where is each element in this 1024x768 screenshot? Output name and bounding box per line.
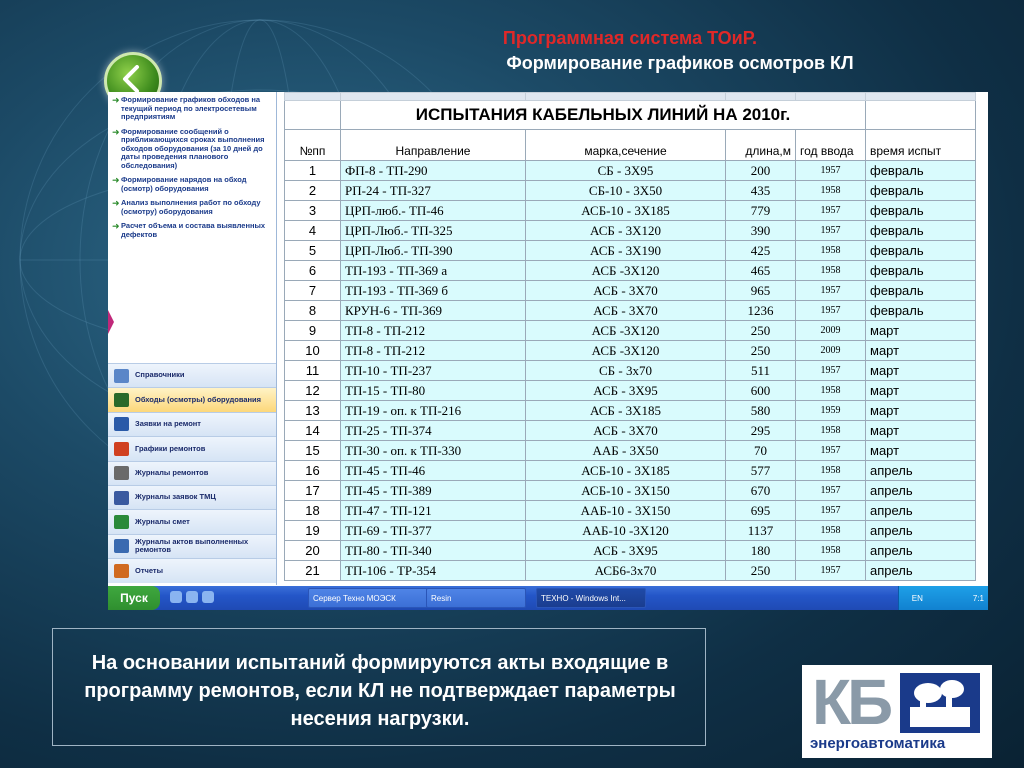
module-label: Журналы заявок ТМЦ — [135, 492, 216, 502]
nav-task-link[interactable] — [112, 176, 272, 193]
panel-collapse-handle[interactable] — [108, 310, 114, 334]
cell-year[interactable]: 1958 — [796, 541, 866, 561]
cell-num[interactable]: 20 — [285, 541, 341, 561]
table-row — [285, 221, 976, 241]
cell-year[interactable]: 1958 — [796, 381, 866, 401]
table-row — [285, 261, 976, 281]
table-row — [285, 541, 976, 561]
cell-len[interactable]: 1137 — [726, 521, 796, 541]
nav-task-link[interactable] — [112, 199, 272, 216]
task-links — [112, 96, 272, 245]
cell-year[interactable]: 1957 — [796, 561, 866, 581]
cell-year[interactable]: 1957 — [796, 501, 866, 521]
cell-num[interactable]: 2 — [285, 181, 341, 201]
cell-mark[interactable]: СБ - 3х70 — [526, 361, 726, 381]
table-row — [285, 341, 976, 361]
nav-task-label: Формирование графиков обходов на текущий период по электросетевым предприятиям — [121, 95, 261, 121]
cell-year[interactable]: 1957 — [796, 221, 866, 241]
table-row — [285, 201, 976, 221]
cell-dir[interactable]: ТП-45 - ТП-389 — [341, 481, 526, 501]
table-row — [285, 561, 976, 581]
cell-len[interactable]: 200 — [726, 161, 796, 181]
module-1[interactable] — [108, 363, 276, 387]
cell-len[interactable]: 295 — [726, 421, 796, 441]
cell-time[interactable]: февраль — [866, 201, 976, 221]
desktop-icon[interactable] — [202, 591, 214, 603]
table-row — [285, 441, 976, 461]
cable-tests-table — [284, 92, 976, 581]
cell-len[interactable]: 965 — [726, 281, 796, 301]
table-row — [285, 161, 976, 181]
nav-task-label: Анализ выполнения работ по обходу (осмотру) оборудования — [121, 198, 261, 216]
cell-dir[interactable]: ТП-30 - оп. к ТП-330 — [341, 441, 526, 461]
cell-time[interactable]: март — [866, 341, 976, 361]
cell-time[interactable]: февраль — [866, 281, 976, 301]
cell-dir[interactable]: ТП-8 - ТП-212 — [341, 321, 526, 341]
cell-year[interactable]: 1958 — [796, 241, 866, 261]
cell-len[interactable]: 695 — [726, 501, 796, 521]
taskbar-task-resin[interactable]: Resin — [426, 588, 526, 608]
cell-time[interactable]: март — [866, 321, 976, 341]
logo-company-name: энергоавтоматика — [810, 735, 946, 752]
cell-num[interactable]: 12 — [285, 381, 341, 401]
cell-mark[interactable]: АСБ - 3Х120 — [526, 221, 726, 241]
clock: 7:1 — [972, 593, 984, 603]
cell-dir[interactable]: ТП-80 - ТП-340 — [341, 541, 526, 561]
cell-mark[interactable]: АСБ-10 - 3Х185 — [526, 201, 726, 221]
cell-year[interactable]: 1957 — [796, 301, 866, 321]
arrow-right-icon: ➜ — [112, 126, 120, 137]
cell-mark[interactable]: АСБ - 3Х70 — [526, 301, 726, 321]
cell-time[interactable]: март — [866, 441, 976, 461]
nav-task-label: Формирование нарядов на обход (осмотр) оборудования — [121, 175, 247, 193]
cell-year[interactable]: 1958 — [796, 181, 866, 201]
cell-mark[interactable]: ААБ - 3Х50 — [526, 441, 726, 461]
cell-len[interactable]: 1236 — [726, 301, 796, 321]
cell-year[interactable]: 1957 — [796, 481, 866, 501]
app-screenshot — [108, 92, 988, 610]
navigation-panel — [108, 92, 277, 585]
module-label: Обходы (осмотры) оборудования — [135, 394, 262, 404]
system-tray — [898, 586, 988, 610]
back-arrow-icon — [119, 65, 143, 93]
spreadsheet — [284, 92, 988, 578]
cell-dir[interactable]: ФП-8 - ТП-290 — [341, 161, 526, 181]
cell-len[interactable]: 779 — [726, 201, 796, 221]
module-2[interactable] — [108, 387, 276, 411]
cell-year[interactable]: 1957 — [796, 201, 866, 221]
cell-len[interactable]: 511 — [726, 361, 796, 381]
cell-len[interactable]: 250 — [726, 321, 796, 341]
module-label: Справочники — [135, 370, 185, 380]
cell-num[interactable]: 1 — [285, 161, 341, 181]
cell-mark[interactable]: АСБ - 3Х185 — [526, 401, 726, 421]
cell-dir[interactable]: ТП-19 - оп. к ТП-216 — [341, 401, 526, 421]
cell-mark[interactable]: АСБ - 3Х70 — [526, 281, 726, 301]
cell-mark[interactable]: АСБ -3Х120 — [526, 341, 726, 361]
cell-mark[interactable]: АСБ6-3х70 — [526, 561, 726, 581]
cell-dir[interactable]: ТП-193 - ТП-369 б — [341, 281, 526, 301]
estimate-icon — [114, 515, 129, 529]
page-title: Формирование графиков осмотров КЛ — [506, 53, 854, 73]
table-row — [285, 301, 976, 321]
cell-time[interactable]: апрель — [866, 541, 976, 561]
table-row — [285, 181, 976, 201]
database-icon — [114, 369, 129, 383]
cell-dir[interactable]: ТП-69 - ТП-377 — [341, 521, 526, 541]
cell-len[interactable]: 70 — [726, 441, 796, 461]
cell-year[interactable]: 1957 — [796, 361, 866, 381]
cell-dir[interactable]: ЦРП-Люб.- ТП-390 — [341, 241, 526, 261]
cell-time[interactable]: апрель — [866, 501, 976, 521]
cell-num[interactable]: 8 — [285, 301, 341, 321]
cell-year[interactable]: 1958 — [796, 461, 866, 481]
clock-icon — [114, 442, 129, 456]
cell-num[interactable]: 10 — [285, 341, 341, 361]
module-label: Журналы ремонтов — [135, 468, 209, 477]
header-num: №пп — [285, 130, 341, 161]
cell-time[interactable]: март — [866, 381, 976, 401]
module-6[interactable] — [108, 485, 276, 509]
header-direction: Направление — [341, 130, 526, 161]
module-8[interactable] — [108, 534, 276, 558]
module-9[interactable] — [108, 558, 276, 582]
cell-mark[interactable]: ААБ-10 -3Х120 — [526, 521, 726, 541]
explorer-icon[interactable] — [186, 591, 198, 603]
company-logo — [802, 665, 992, 758]
nav-task-label: Формирование сообщений о приближающихся сроках выполнения обходов оборудования (за 10 дней до даты проведения планового обследования) — [121, 126, 265, 170]
table-row — [285, 381, 976, 401]
arrow-right-icon: ➜ — [112, 95, 120, 105]
cell-time[interactable]: март — [866, 361, 976, 381]
language-indicator[interactable]: EN — [911, 593, 923, 603]
table-title: ИСПЫТАНИЯ КАБЕЛЬНЫХ ЛИНИЙ НА 2010г. — [341, 101, 866, 130]
cell-num[interactable]: 4 — [285, 221, 341, 241]
journal-icon — [114, 491, 129, 505]
cell-dir[interactable]: ЦРП-люб.- ТП-46 — [341, 201, 526, 221]
header-year: год ввода — [796, 130, 866, 161]
table-row — [285, 501, 976, 521]
cell-time[interactable]: февраль — [866, 261, 976, 281]
table-title-row — [285, 101, 976, 130]
module-list — [108, 363, 276, 583]
cell-mark[interactable]: СБ - 3Х95 — [526, 161, 726, 181]
cell-time[interactable]: март — [866, 421, 976, 441]
table-row — [285, 321, 976, 341]
cell-dir[interactable]: ТП-106 - ТР-354 — [341, 561, 526, 581]
nav-task-label: Расчет объема и состава выявленных дефектов — [121, 221, 266, 239]
cell-dir[interactable]: ТП-8 - ТП-212 — [341, 341, 526, 361]
cell-dir[interactable]: ТП-10 - ТП-237 — [341, 361, 526, 381]
table-row — [285, 241, 976, 261]
nav-task-link[interactable] — [112, 96, 272, 122]
arrow-right-icon: ➜ — [112, 175, 120, 185]
module-5[interactable] — [108, 461, 276, 485]
table-row — [285, 281, 976, 301]
cell-time[interactable]: апрель — [866, 481, 976, 501]
logo-letters: КБ — [812, 666, 890, 738]
cell-num[interactable]: 14 — [285, 421, 341, 441]
nav-task-link[interactable] — [112, 222, 272, 239]
cell-len[interactable]: 250 — [726, 341, 796, 361]
cell-mark[interactable]: АСБ - 3Х70 — [526, 421, 726, 441]
cell-mark[interactable]: АСБ -3Х120 — [526, 321, 726, 341]
windows-taskbar — [108, 586, 988, 610]
cell-mark[interactable]: АСБ -3Х120 — [526, 261, 726, 281]
cell-year[interactable]: 2009 — [796, 341, 866, 361]
cell-len[interactable]: 580 — [726, 401, 796, 421]
module-label: Журналы актов выполненных ремонтов — [135, 536, 249, 555]
cell-len[interactable]: 250 — [726, 561, 796, 581]
cell-len[interactable]: 600 — [726, 381, 796, 401]
module-label: Графики ремонтов — [135, 443, 206, 453]
cell-year[interactable]: 1958 — [796, 421, 866, 441]
reports-icon — [114, 564, 129, 578]
cell-num[interactable]: 21 — [285, 561, 341, 581]
header-test-time: время испыт — [866, 130, 976, 161]
browser-icon[interactable] — [170, 591, 182, 603]
start-button[interactable]: Пуск — [108, 586, 160, 610]
cell-dir[interactable]: ТП-193 - ТП-369 а — [341, 261, 526, 281]
cell-time[interactable]: февраль — [866, 301, 976, 321]
request-icon — [114, 417, 129, 431]
cell-mark[interactable]: СБ-10 - 3Х50 — [526, 181, 726, 201]
cell-mark[interactable]: АСБ-10 - 3Х150 — [526, 481, 726, 501]
nav-task-link[interactable] — [112, 128, 272, 171]
cell-year[interactable]: 1957 — [796, 281, 866, 301]
acts-icon — [114, 539, 129, 553]
cell-year[interactable]: 1959 — [796, 401, 866, 421]
cell-time[interactable]: апрель — [866, 521, 976, 541]
caption-text: На основании испытаний формируются акты входящие в программу ремонтов, если КЛ не подтверждает параметры несения нагрузки. — [84, 652, 676, 730]
table-row — [285, 461, 976, 481]
cell-dir[interactable]: ТП-25 - ТП-374 — [341, 421, 526, 441]
module-3[interactable] — [108, 412, 276, 436]
table-header-row — [285, 130, 976, 161]
table-row — [285, 361, 976, 381]
cell-year[interactable]: 1957 — [796, 441, 866, 461]
cell-year[interactable]: 2009 — [796, 321, 866, 341]
cell-num[interactable]: 13 — [285, 401, 341, 421]
cell-num[interactable]: 18 — [285, 501, 341, 521]
table-row — [285, 521, 976, 541]
module-7[interactable] — [108, 509, 276, 533]
cell-mark[interactable]: АСБ - 3Х95 — [526, 541, 726, 561]
cell-year[interactable]: 1958 — [796, 261, 866, 281]
cell-time[interactable]: март — [866, 401, 976, 421]
cell-num[interactable]: 7 — [285, 281, 341, 301]
cell-year[interactable]: 1958 — [796, 521, 866, 541]
header-brand: марка,сечение — [526, 130, 726, 161]
cell-time[interactable]: апрель — [866, 461, 976, 481]
cell-len[interactable]: 425 — [726, 241, 796, 261]
table-row — [285, 421, 976, 441]
arrow-right-icon: ➜ — [112, 198, 120, 208]
cell-len[interactable]: 577 — [726, 461, 796, 481]
cell-num[interactable]: 5 — [285, 241, 341, 261]
module-4[interactable] — [108, 436, 276, 460]
table-row — [285, 481, 976, 501]
cell-dir[interactable]: ТП-15 - ТП-80 — [341, 381, 526, 401]
cell-time[interactable]: февраль — [866, 221, 976, 241]
checklist-icon — [114, 393, 129, 407]
cell-mark[interactable]: АСБ - 3Х190 — [526, 241, 726, 261]
cell-len[interactable]: 390 — [726, 221, 796, 241]
cell-dir[interactable]: КРУН-6 - ТП-369 — [341, 301, 526, 321]
module-label: Заявки на ремонт — [135, 419, 201, 429]
header-length: длина,м — [726, 130, 796, 161]
cell-dir[interactable]: ТП-45 - ТП-46 — [341, 461, 526, 481]
cell-mark[interactable]: ААБ-10 - 3Х150 — [526, 501, 726, 521]
module-label: Журналы смет — [135, 516, 190, 526]
factory-icon — [900, 673, 980, 733]
cell-time[interactable]: февраль — [866, 161, 976, 181]
cell-len[interactable]: 465 — [726, 261, 796, 281]
cell-time[interactable]: февраль — [866, 241, 976, 261]
cell-dir[interactable]: РП-24 - ТП-327 — [341, 181, 526, 201]
cell-mark[interactable]: АСБ - 3Х95 — [526, 381, 726, 401]
arrow-right-icon: ➜ — [112, 221, 120, 231]
cell-len[interactable]: 670 — [726, 481, 796, 501]
module-label: Отчеты — [135, 565, 164, 575]
cell-len[interactable]: 180 — [726, 541, 796, 561]
table-row — [285, 401, 976, 421]
cell-num[interactable]: 3 — [285, 201, 341, 221]
cell-dir[interactable]: ЦРП-Люб.- ТП-325 — [341, 221, 526, 241]
cell-num[interactable]: 6 — [285, 261, 341, 281]
cell-num[interactable]: 17 — [285, 481, 341, 501]
taskbar-task-server[interactable]: Сервер Техно МОЭСК — [308, 588, 428, 608]
caption-box — [52, 628, 706, 746]
cell-num[interactable]: 16 — [285, 461, 341, 481]
cell-year[interactable]: 1957 — [796, 161, 866, 181]
cell-num[interactable]: 15 — [285, 441, 341, 461]
page-title-system: Программная система ТОиР. — [502, 28, 758, 48]
cell-num[interactable]: 9 — [285, 321, 341, 341]
cell-num[interactable]: 19 — [285, 521, 341, 541]
taskbar-task-techno[interactable]: ТЕХНО - Windows Int... — [536, 588, 646, 608]
gears-icon — [114, 466, 129, 480]
cell-num[interactable]: 11 — [285, 361, 341, 381]
cell-time[interactable]: февраль — [866, 181, 976, 201]
quick-launch — [170, 591, 214, 603]
cell-dir[interactable]: ТП-47 - ТП-121 — [341, 501, 526, 521]
cell-time[interactable]: апрель — [866, 561, 976, 581]
cell-len[interactable]: 435 — [726, 181, 796, 201]
cell-mark[interactable]: АСБ-10 - 3Х185 — [526, 461, 726, 481]
